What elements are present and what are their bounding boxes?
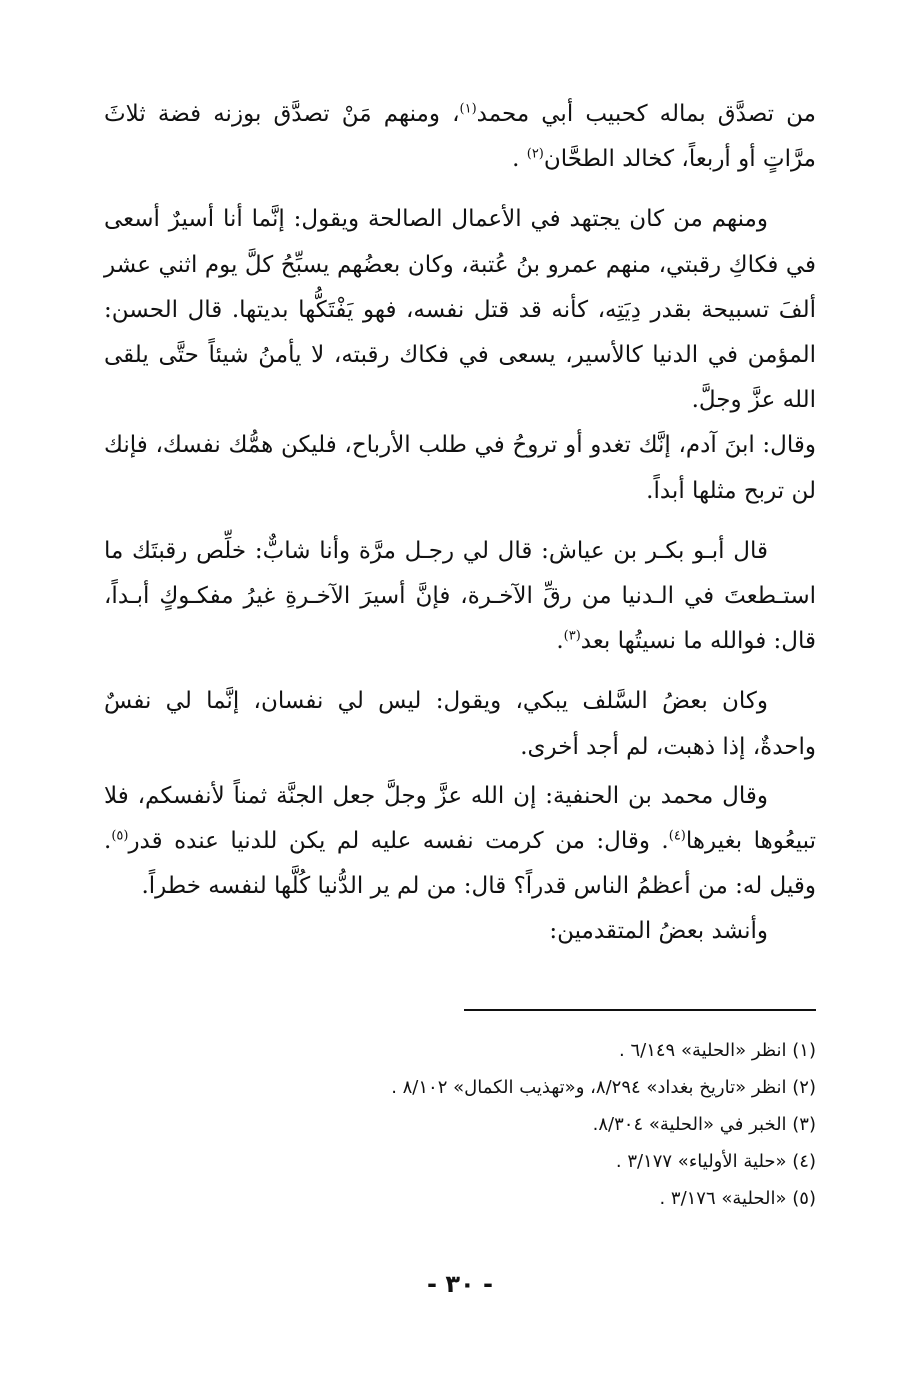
footnote-ref-5: (٥)	[111, 828, 129, 844]
paragraph-2: ومنهم من كان يجتهد في الأعمال الصالحة ويقول: إنَّما أنا أسيرٌ أسعى في فكاكِ رقبتي، منهم عمرو بنُ عُتبة، وكان بعضُهم يسبِّحُ كلَّ يوم اثني عشر ألفَ تسبيحة بقدر دِيَتِه، كأنه قد قتل نفسه، فهو يَفْتَكُّها بديتها. قال الحسن: المؤمن في الدنيا كالأسير، يسعى في فكاك رقبته، لا يأمنُ شيئاً حتَّى يلقى الله عزَّ وجلَّ.	[104, 206, 816, 414]
paragraph-4	[104, 529, 816, 665]
paragraph-1	[104, 92, 816, 182]
footnote-ref-3: (٣)	[563, 628, 581, 644]
body-text	[104, 92, 816, 955]
page-number: - ٣٠ -	[427, 1270, 493, 1298]
paragraph-6	[104, 774, 816, 910]
paragraph-1-text-c: .	[512, 146, 527, 173]
paragraph-1-text-b: ، ومنهم مَنْ تصدَّق بوزنه فضة ثلاثَ مرَّاتٍ أو أربعاً، كخالد الطحَّان	[104, 101, 816, 173]
footnotes	[104, 1034, 816, 1219]
paragraph-6-text-c: . وقيل له: من أعظمُ الناس قدراً؟ قال: من لم ير الدُّنيا كُلَّها لنفسه خطراً.	[104, 828, 816, 900]
footnote-ref-4: (٤)	[668, 828, 686, 844]
footnote-1: (١) انظر «الحلية» ٦/١٤٩ .	[619, 1040, 816, 1061]
paragraph-6-text-b: . وقال: من كرمت نفسه عليه لم يكن للدنيا عنده قدر	[128, 828, 669, 855]
footnote-2: (٢) انظر «تاريخ بغداد» ٨/٢٩٤، و«تهذيب الكمال» ٨/١٠٢ .	[391, 1077, 816, 1098]
paragraph-5: وكان بعضُ السَّلف يبكي، ويقول: ليس لي نفسان، إنَّما لي نفسٌ واحدةٌ، إذا ذهبت، لم أجد أخرى.	[104, 688, 816, 760]
footnote-4: (٤) «حلية الأولياء» ٣/١٧٧ .	[615, 1151, 816, 1172]
paragraph-6-text-a: وقال محمد بن الحنفية: إن الله عزَّ وجلَّ جعل الجنَّة ثمناً لأنفسكم، فلا تبيعُوها بغيرها	[104, 782, 816, 855]
paragraph-1-text-a: من تصدَّق بماله كحبيب أبي محمد	[476, 101, 816, 127]
footnote-ref-2: (٢)	[526, 146, 544, 162]
footnote-5: (٥) «الحلية» ٣/١٧٦ .	[659, 1188, 816, 1209]
paragraph-3: وقال: ابنَ آدم، إنَّك تغدو أو تروحُ في طلب الأرباح، فليكن همُّك نفسك، فإنك لن تربح مثلها أبداً.	[104, 432, 816, 504]
paragraph-4-text-a: قال أبـو بكـر بن عياش: قال لي رجـل مرَّة وأنا شابٌّ: خلِّص رقبتَك ما استـطعتَ في الـدنيا من رقِّ الآخـرة، فإنَّ أسيرَ الآخـرةِ غيرُ مفكـوكٍ أبـداً، قال: فوالله ما نسيتُها بعد	[104, 537, 816, 655]
paragraph-4-text-b: .	[556, 628, 564, 655]
footnote-3: (٣) الخبر في «الحلية» ٨/٣٠٤.	[592, 1114, 816, 1135]
paragraph-7: وأنشد بعضُ المتقدمين:	[549, 918, 768, 945]
footnote-ref-1: (١)	[459, 101, 477, 117]
footnote-divider	[464, 1009, 816, 1011]
